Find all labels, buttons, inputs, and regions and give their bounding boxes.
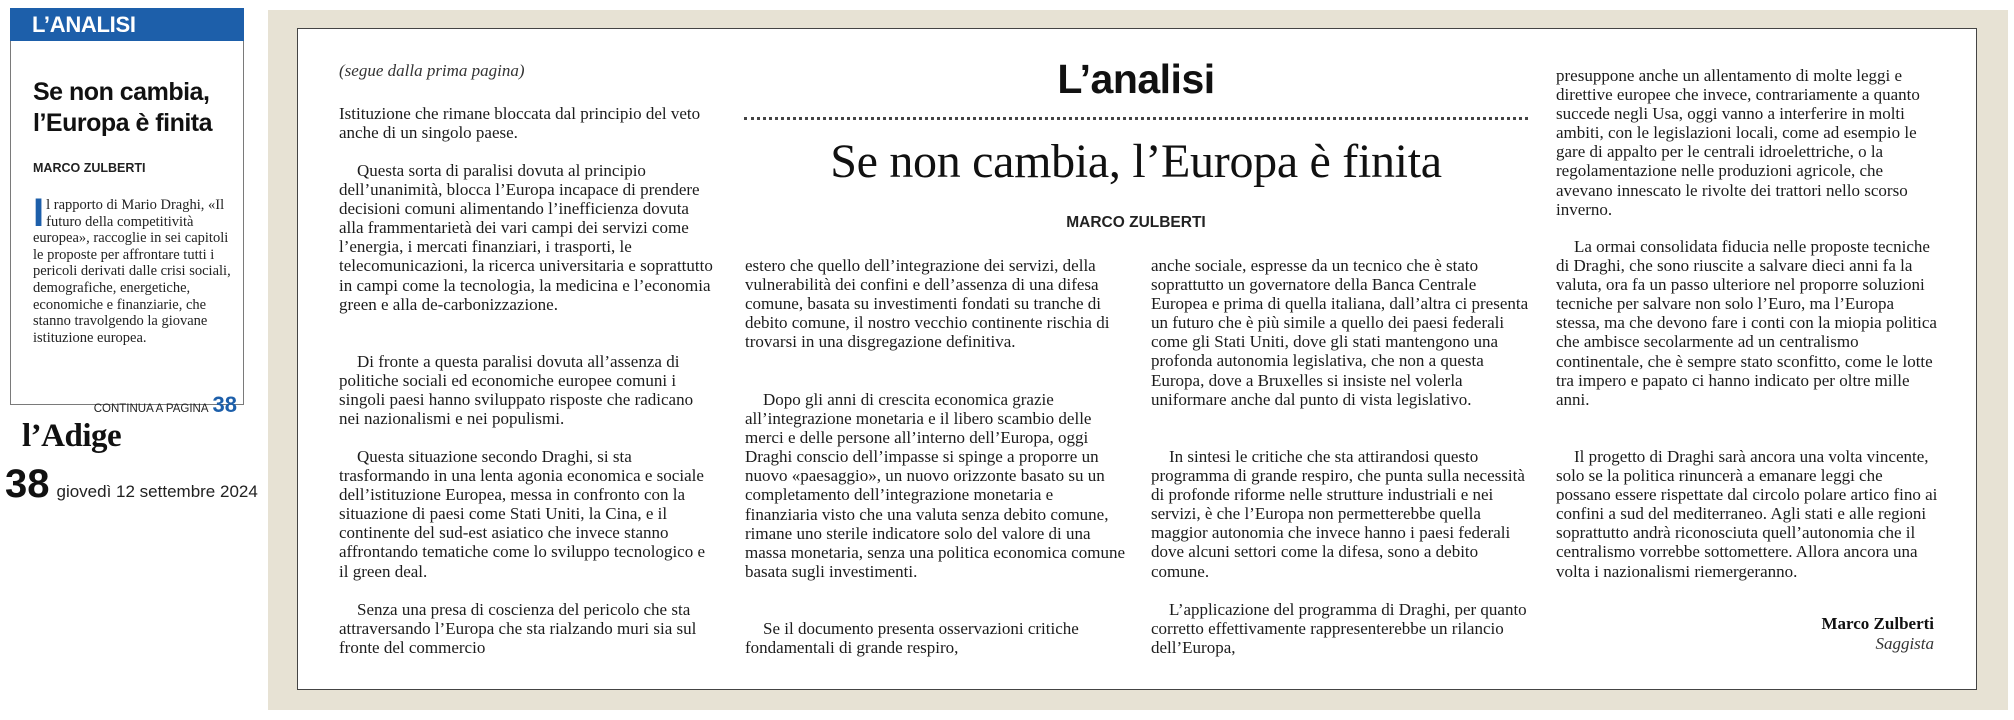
front-teaser-box bbox=[10, 8, 244, 417]
continue-label: CONTINUA A PAGINA bbox=[93, 403, 209, 415]
teaser-kicker: L’ANALISI bbox=[10, 8, 244, 41]
col2-paragraph: Dopo gli anni di crescita economica grazie all’integrazione monetaria e il libero scambio delle merci e delle persone all’interno dell’Europa, oggi Draghi conscio dell’impasse si spinge a proporre un nuovo «paesaggio», un nuovo orizzonte basato su un completamento dell’integrazione monetaria e finanziaria visto che una valuta senza debito comune, rimane uno sterile indicatore solo del valore di una massa monetaria, senza una politica economica comune basata sugli investimenti. bbox=[745, 390, 1125, 581]
page-number: 38 bbox=[5, 462, 50, 506]
col4-paragraph: Il progetto di Draghi sarà ancora una volta vincente, solo se la politica rinuncerà a emanare leggi che possano essere rispettate dal circolo polare artico fino ai confini a sud del mediterraneo. Agli stati e alle regioni soprattutto andrà riconosciuta quell’autonomia che il centralismo vorrebbe sottomettere. Allora ancora una volta i nazionalismi riemergeranno. bbox=[1556, 447, 1938, 581]
page-info bbox=[5, 462, 258, 506]
teaser-body-text: l rapporto di Mario Draghi, «Il futuro della competitività europea», raccoglie in sei capitoli le proposte per affrontare tutti i pericoli derivati dalle crisi sociali, demografiche, energetiche, economiche e finanziarie, che stanno travolgendo la giovane istituzione europea. bbox=[33, 197, 231, 346]
teaser-author: MARCO ZULBERTI bbox=[33, 161, 146, 175]
col1-paragraph: Questa situazione secondo Draghi, si sta trasformando in una lenta agonia economica e sociale dell’istituzione Europea, messa in confronto con la situazione di paesi come Stati Uniti, la Cina, e il continente del sud-est asiatico che invece stanno affrontando tematiche come lo sviluppo tecnologico e il green deal. bbox=[339, 447, 706, 581]
col3-paragraph: anche sociale, espresse da un tecnico che è stato soprattutto un governatore della Banca Centrale Europea e prima di quella italiana, dall’altra ci presenta un futuro che è più simile a quello dei paesi federali come gli Stati Uniti, dove gli stati mantengono una profonda autonomia legislativa, che non a questa Europa, dove a Bruxelles si insiste nel volerla uniformare anche dal punto di vista legislativo. bbox=[1151, 256, 1529, 409]
col1-paragraph: Senza una presa di coscienza del pericolo che sta attraversando l’Europa che sta rialzando muri sia sul fronte del commercio bbox=[339, 600, 697, 658]
dotted-divider bbox=[744, 117, 1528, 120]
page-date: giovedì 12 settembre 2024 bbox=[56, 482, 258, 501]
continue-page-number: 38 bbox=[212, 392, 237, 417]
continue-reference bbox=[94, 392, 237, 418]
teaser-title: Se non cambia, l’Europa è finita bbox=[33, 78, 213, 137]
signature-name: Marco Zulberti bbox=[1821, 614, 1934, 633]
newspaper-masthead: l’Adige bbox=[22, 418, 122, 454]
col1-paragraph: Questa sorta di paralisi dovuta al principio dell’unanimità, blocca l’Europa incapace di prendere decisioni comuni alimentando l’inefficienza dovuta alla frammentarietà dei vari campi dei servizi come l’energia, i mercati finanziari, i trasporti, le telecomunicazioni, la ricerca universitaria e soprattutto in campi come la tecnologia, la medicina e l’economia green e alla de-carbonizzazione. bbox=[339, 161, 713, 314]
col2-paragraph: estero che quello dell’integrazione dei servizi, della vulnerabilità dei confini e dell’assenza di una difesa comune, basata su investimenti fondati su tranche di debito comune, il nostro vecchio continente rischia di trovarsi in una disgregazione definitiva. bbox=[745, 256, 1110, 352]
col3-paragraph: L’applicazione del programma di Draghi, per quanto corretto effettivamente rappresenterebbe un rilancio dell’Europa, bbox=[1151, 600, 1527, 658]
segue-note: (segue dalla prima pagina) bbox=[339, 61, 525, 80]
article-byline: MARCO ZULBERTI bbox=[1066, 214, 1206, 231]
col3-paragraph: In sintesi le critiche che sta attirandosi questo programma di grande respiro, che punta sulla necessità di profonde riforme nelle strutture industriali e nei servizi, è che l’Europa non permetterebbe quella maggior autonomia che invece hanno i paesi federali dove alcuni settori come la difesa, sono a debito comune. bbox=[1151, 447, 1525, 581]
col1-paragraph: Di fronte a questa paralisi dovuta all’assenza di politiche sociali ed economiche europee comuni i singoli paesi hanno sviluppato risposte che radicano nei nazionalismi e nei populismi. bbox=[339, 352, 694, 429]
col4-paragraph: La ormai consolidata fiducia nelle proposte tecniche di Draghi, che sono riuscite a salvare dieci anni fa la valuta, ora fa un passo ulteriore nel proporre soluzioni tecniche per salvare non solo l’Euro, ma l’Europa stessa, ma che devono fare i conti con la miopia politica che ambisce secolarmente ad un centralismo continentale, che è sempre stato sconfitto, come le lotte tra impero e papato ci hanno indicato per oltre mille anni. bbox=[1556, 237, 1937, 409]
teaser-dropcap: I bbox=[33, 191, 45, 235]
article-headline: Se non cambia, l’Europa è finita bbox=[830, 135, 1442, 188]
col4-paragraph: presuppone anche un allentamento di molte leggi e direttive europee che invece, contrariamente a quanto succede negli Usa, oggi vanno a interferire in molti ambiti, con le legislazioni locali, come ad esempio le gare di appalto per le centrali idroelettriche, o la regolamentazione nelle produzioni agricole, che avevano innescato le rivolte dei trattori nello scorso inverno. bbox=[1556, 66, 1920, 219]
col1-paragraph: Istituzione che rimane bloccata dal principio del veto anche di un singolo paese. bbox=[339, 104, 701, 143]
signature-role: Saggista bbox=[1875, 634, 1934, 653]
section-title: L’analisi bbox=[1057, 56, 1215, 102]
col2-paragraph: Se il documento presenta osservazioni critiche fondamentali di grande respiro, bbox=[745, 619, 1079, 658]
teaser-body bbox=[33, 191, 233, 346]
